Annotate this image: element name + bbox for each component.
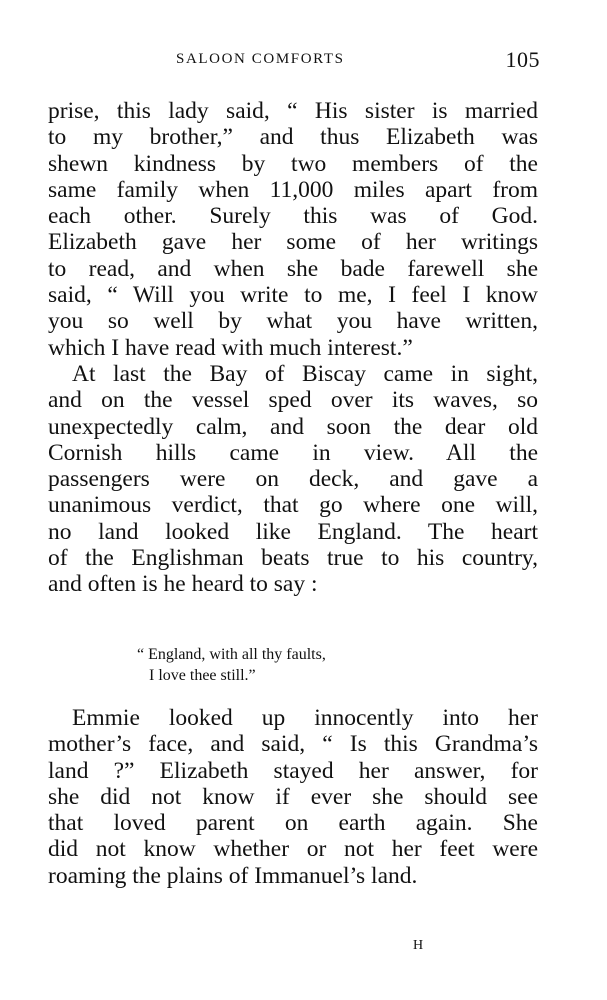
quote-line: I love thee still.” xyxy=(149,667,256,684)
body-text-lower xyxy=(48,705,538,889)
text-line: and on the vessel sped over its waves, so xyxy=(48,387,538,414)
text-line: prise, this lady said, “ His sister is married xyxy=(48,98,538,124)
text-line: mother’s face, and said, “ Is this Grandma’s xyxy=(48,731,538,758)
text-line: Cornish hills came in view. All the xyxy=(48,439,538,466)
text-line: which I have read with much interest.” xyxy=(48,334,413,361)
paragraph xyxy=(48,98,538,361)
text-line: to my brother,” and thus Elizabeth was xyxy=(48,124,538,151)
text-line: Elizabeth gave her some of her writings xyxy=(48,229,538,256)
text-line: that loved parent on earth again. She xyxy=(48,810,538,837)
paragraph xyxy=(48,705,538,889)
signature-mark: H xyxy=(413,938,424,953)
text-line: she did not know if ever she should see xyxy=(48,783,538,810)
text-line: passengers were on deck, and gave a xyxy=(48,466,538,493)
body-text-upper xyxy=(48,98,538,598)
text-line: each other. Surely this was of God. xyxy=(48,203,538,230)
text-line: roaming the plains of Immanuel’s land. xyxy=(48,862,418,889)
text-line: unexpectedly calm, and soon the dear old xyxy=(48,413,538,440)
text-line: of the Englishman beats true to his country, xyxy=(48,545,538,572)
text-line: unanimous verdict, that go where one will, xyxy=(48,492,538,519)
text-line: land ?” Elizabeth stayed her answer, for xyxy=(48,757,538,784)
text-line: you so well by what you have written, xyxy=(48,308,538,335)
text-line: Emmie looked up innocently into her xyxy=(72,705,538,731)
text-line: shewn kindness by two members of the xyxy=(48,150,538,177)
page-number: 105 xyxy=(505,47,540,72)
quote-line: “ England, with all thy faults, xyxy=(137,646,326,663)
text-line: did not know whether or not her feet were xyxy=(48,836,538,863)
text-line: to read, and when she bade farewell she xyxy=(48,255,538,282)
running-title: SALOON COMFORTS xyxy=(176,51,345,67)
text-line: At last the Bay of Biscay came in sight, xyxy=(72,360,538,387)
text-line: no land looked like England. The heart xyxy=(48,518,538,545)
text-line: and often is he heard to say : xyxy=(48,571,318,598)
running-head xyxy=(48,47,540,75)
text-line: said, “ Will you write to me, I feel I know xyxy=(48,282,538,309)
text-line: same family when 11,000 miles apart from xyxy=(48,176,538,203)
verse-quotation xyxy=(137,644,326,686)
paragraph xyxy=(48,361,538,598)
